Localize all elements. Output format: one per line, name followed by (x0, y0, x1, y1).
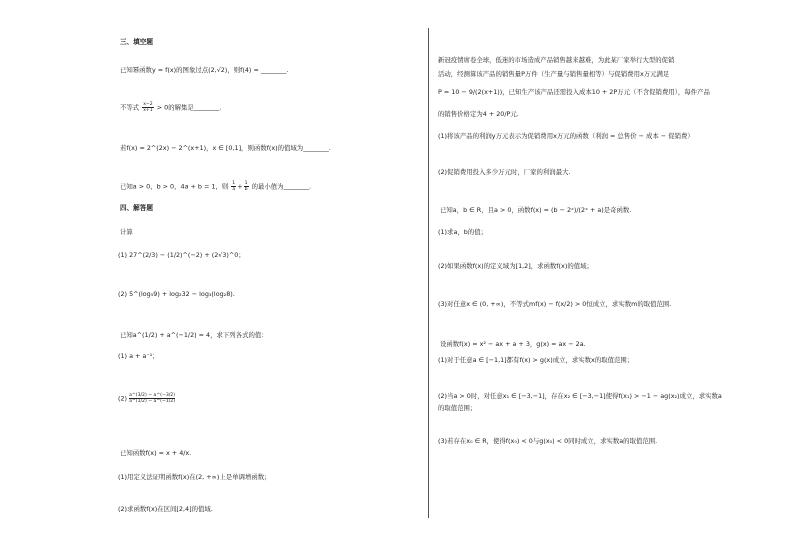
problem2-q2: (2)如果函数f(x)的定义域为[1,2]，求函数f(x)的值域； (438, 262, 593, 270)
q2-prefix: 不等式 (120, 103, 140, 112)
q4-suffix: 的最小值为________. (251, 182, 312, 191)
column-divider (428, 28, 429, 518)
known1-item-2 (118, 393, 175, 404)
q4-fraction-a (231, 181, 236, 192)
q2-fraction-den: x+1 (143, 108, 153, 113)
problem3-q2-line-1: (2)当a > 0时，对任意x₁ ∈ [−3,−1]，存在x₂ ∈ [−3,−1]使得f(x₁) > −1 − ag(x₂)成立，求实数a (438, 392, 722, 400)
problem2-intro: 已知a，b ∈ R，且a > 0，函数f(x) = (b − 2ˣ)/(2ˣ + a)是奇函数. (440, 206, 632, 214)
q2-suffix: > 0的解集是________. (156, 103, 222, 112)
q4-fraction-a-num: 1 (232, 181, 236, 186)
problem1-line-3: P = 10 − 9/(2(x+1))，已知生产该产品还需投入成本10 + 2P万元（不含促销费用），每件产品 (438, 88, 710, 96)
known2-intro: 已知函数f(x) = x + 4/x. (120, 449, 192, 457)
problem1-line-1: 新冠疫情席卷全球，低迷的市场造成产品销售越来越难，为此某厂家举行大型的促销 (438, 56, 675, 64)
q2-fraction-num: x−2 (143, 102, 153, 107)
problem1-q2: (2)促销费用投入多少万元时，厂家的利润最大. (438, 168, 571, 176)
problem1-q1: (1)将该产品的利润y万元表示为促销费用x万元的函数（利润 = 总售价 − 成本 − 促销费） (438, 132, 694, 140)
known1-item-2-num: a^(3/2) − a^(−3/2) (129, 393, 176, 398)
q4-fraction-b-num: 1 (244, 181, 248, 186)
question-fill-1: 已知幂函数y = f(x)的图象过点(2,√2)，则f(4) = ________. (120, 66, 289, 74)
q4-fraction-a-den: a (232, 187, 236, 192)
problem3-q1: (1)对于任意a ∈ [−1,1]都有f(x) > g(x)成立，求实数x的取值范围； (438, 356, 634, 364)
q4-prefix: 已知a > 0，b > 0，4a + b = 1，则 (120, 182, 229, 191)
section4-heading: 四、解答题 (120, 204, 153, 212)
question-fill-3: 若f(x) = 2^(2x) − 2^(x+1)，x ∈ [0,1]，则函数f(x)的值域为________. (120, 144, 331, 152)
problem1-line-4: 的销售价格定为4 + 20/P元. (438, 110, 519, 118)
known2-item-1: (1)用定义法证明函数f(x)在(2, +∞)上是单调增函数； (118, 473, 271, 481)
problem3-q2-line-2: 的取值范围； (438, 404, 477, 412)
q4-fraction-b (244, 181, 249, 192)
known1-item-2-den: a^(1/2) − a^(−1/2) (129, 399, 176, 404)
known2-item-2: (2)求函数f(x)在区间[2,4]的值域. (118, 505, 213, 513)
problem2-q3: (3)对任意x ∈ (0, +∞)，不等式mf(x) − f(x/2) > 0恒成立，求实数m的取值范围. (438, 300, 672, 308)
calc-item-1: (1) 27^(2/3) − (1/2)^(−2) + (2√3)^0； (118, 251, 245, 259)
known1-item-1: (1) a + a⁻¹； (118, 352, 159, 360)
problem1-line-2: 活动，经测算该产品的销售量P万件（生产量与销售量相等）与促销费用x万元满足 (438, 70, 670, 78)
q2-fraction (142, 102, 154, 113)
question-fill-4 (120, 181, 311, 192)
q4-fraction-b-den: b (244, 187, 248, 192)
section3-heading: 三、填空题 (120, 38, 153, 46)
known1-intro: 已知a^(1/2) + a^(−1/2) = 4，求下列各式的值： (120, 331, 268, 339)
calc-item-2: (2) 5^(log₅9) + log₂32 − log₃(log₂8). (118, 290, 235, 298)
known1-item-2-fraction (129, 393, 175, 404)
known1-item-2-prefix: (2) (118, 394, 128, 403)
calc-label: 计算 (120, 228, 133, 236)
problem2-q1: (1)求a，b的值； (438, 228, 487, 236)
q4-plus: + (237, 182, 243, 191)
problem3-intro: 设函数f(x) = x² − ax + a + 3，g(x) = ax − 2a. (440, 340, 586, 348)
question-fill-2 (120, 102, 221, 113)
problem3-q3: (3)若存在x₀ ∈ R，使得f(x₀) < 0与g(x₀) < 0同时成立，求实数a的取值范围. (438, 437, 658, 445)
